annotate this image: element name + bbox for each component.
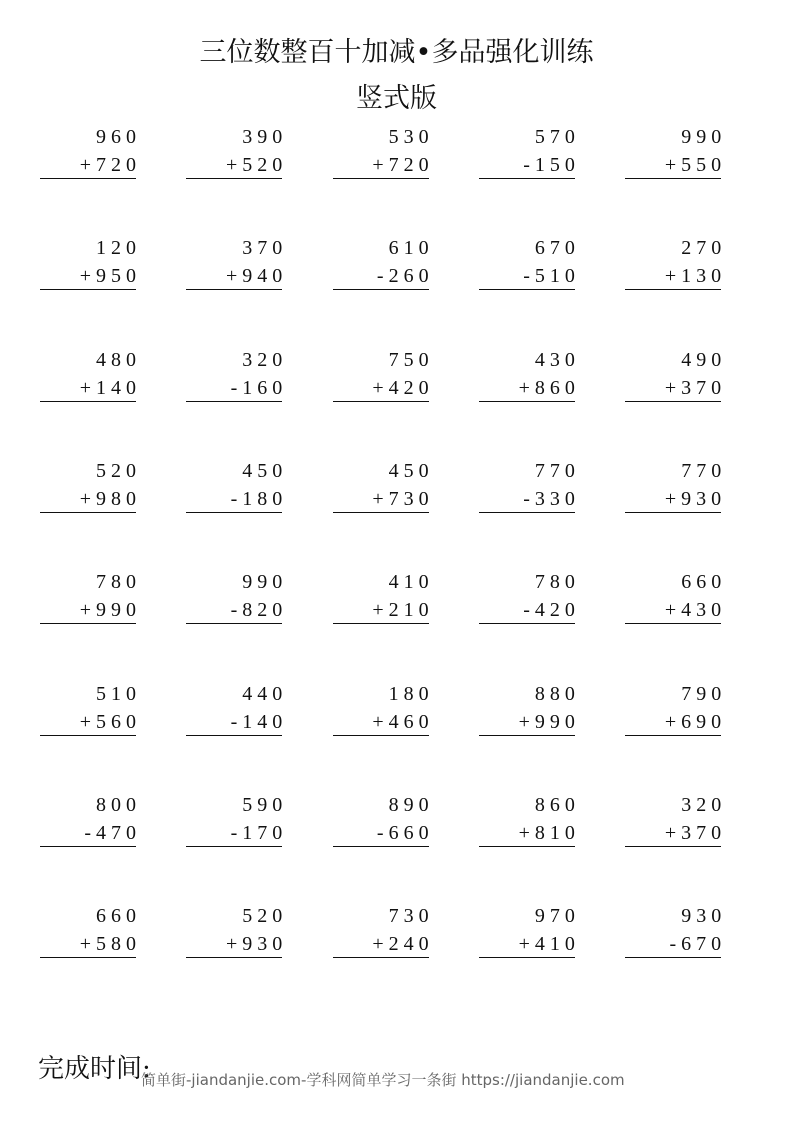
- operator-and-bottom-operand: + 2 1 0: [333, 599, 429, 624]
- top-operand: 1 8 0: [388, 682, 429, 705]
- problem: [186, 458, 282, 518]
- completion-time-label: 完成时间:: [38, 1054, 151, 1084]
- operator-and-bottom-operand: + 4 2 0: [333, 377, 429, 402]
- operator-and-bottom-operand: - 6 6 0: [333, 822, 429, 847]
- problem: [625, 792, 721, 852]
- top-operand: 6 1 0: [388, 237, 429, 260]
- operator-and-bottom-operand: - 1 6 0: [186, 377, 282, 402]
- operator-and-bottom-operand: + 9 9 0: [40, 599, 136, 624]
- top-operand: 5 7 0: [534, 126, 575, 148]
- problem: [333, 681, 429, 741]
- problem: [479, 681, 575, 741]
- operator-and-bottom-operand: - 8 2 0: [186, 599, 282, 624]
- operator-and-bottom-operand: + 8 1 0: [479, 822, 575, 847]
- problem: [333, 569, 429, 629]
- problem: [40, 792, 136, 852]
- operator-and-bottom-operand: - 1 8 0: [186, 488, 282, 513]
- operator-and-bottom-operand: - 1 4 0: [186, 711, 282, 736]
- problem: [40, 235, 136, 295]
- top-operand: 5 1 0: [96, 682, 136, 705]
- top-operand: 4 5 0: [388, 459, 429, 482]
- top-operand: 4 5 0: [242, 459, 283, 482]
- operator-and-bottom-operand: - 4 2 0: [479, 599, 575, 624]
- page-title: 三位数整百十加减•多品强化训练: [199, 37, 594, 68]
- top-operand: 8 9 0: [388, 793, 429, 816]
- operator-and-bottom-operand: + 2 4 0: [333, 933, 429, 958]
- problem: [40, 903, 136, 963]
- operator-and-bottom-operand: + 6 9 0: [625, 711, 721, 736]
- operator-and-bottom-operand: + 7 2 0: [333, 154, 429, 179]
- top-operand: 8 0 0: [96, 793, 136, 816]
- top-operand: 7 8 0: [534, 571, 575, 594]
- problem: [625, 124, 721, 184]
- operator-and-bottom-operand: + 9 4 0: [186, 265, 282, 290]
- top-operand: 7 7 0: [534, 459, 575, 482]
- top-operand: 9 9 0: [681, 126, 722, 148]
- operator-and-bottom-operand: - 4 7 0: [40, 822, 136, 847]
- operator-and-bottom-operand: + 7 2 0: [40, 154, 136, 179]
- top-operand: 3 2 0: [242, 348, 283, 371]
- top-operand: 9 6 0: [96, 126, 136, 148]
- top-operand: 4 9 0: [681, 348, 722, 371]
- problem: [625, 569, 721, 629]
- problem: [479, 903, 575, 963]
- problem: [479, 569, 575, 629]
- operator-and-bottom-operand: + 3 7 0: [625, 822, 721, 847]
- problem: [40, 347, 136, 407]
- operator-and-bottom-operand: - 2 6 0: [333, 265, 429, 290]
- problem: [186, 569, 282, 629]
- top-operand: 8 8 0: [534, 682, 575, 705]
- problem: [479, 792, 575, 852]
- top-operand: 5 2 0: [96, 459, 136, 482]
- operator-and-bottom-operand: + 5 5 0: [625, 154, 721, 179]
- operator-and-bottom-operand: + 4 6 0: [333, 711, 429, 736]
- operator-and-bottom-operand: + 4 3 0: [625, 599, 721, 624]
- operator-and-bottom-operand: - 3 3 0: [479, 488, 575, 513]
- top-operand: 5 3 0: [388, 126, 429, 148]
- top-operand: 3 9 0: [242, 126, 283, 148]
- top-operand: 6 7 0: [534, 237, 575, 260]
- problem: [40, 569, 136, 629]
- top-operand: 4 4 0: [242, 682, 283, 705]
- operator-and-bottom-operand: + 9 8 0: [40, 488, 136, 513]
- operator-and-bottom-operand: - 1 7 0: [186, 822, 282, 847]
- problem: [333, 792, 429, 852]
- top-operand: 9 7 0: [534, 905, 575, 928]
- top-operand: 2 7 0: [681, 237, 722, 260]
- top-operand: 4 8 0: [96, 348, 136, 371]
- problem: [333, 458, 429, 518]
- operator-and-bottom-operand: + 3 7 0: [625, 377, 721, 402]
- operator-and-bottom-operand: - 1 5 0: [479, 154, 575, 179]
- problem: [479, 124, 575, 184]
- problem: [40, 458, 136, 518]
- problem: [479, 347, 575, 407]
- problem: [625, 681, 721, 741]
- operator-and-bottom-operand: + 9 3 0: [186, 933, 282, 958]
- top-operand: 7 8 0: [96, 571, 136, 594]
- operator-and-bottom-operand: + 5 2 0: [186, 154, 282, 179]
- operator-and-bottom-operand: + 7 3 0: [333, 488, 429, 513]
- problem: [186, 681, 282, 741]
- problem: [333, 124, 429, 184]
- problem: [186, 903, 282, 963]
- top-operand: 7 3 0: [388, 905, 429, 928]
- top-operand: 4 3 0: [534, 348, 575, 371]
- top-operand: 6 6 0: [96, 905, 136, 928]
- operator-and-bottom-operand: + 4 1 0: [479, 933, 575, 958]
- problem: [186, 792, 282, 852]
- operator-and-bottom-operand: + 5 6 0: [40, 711, 136, 736]
- problem: [625, 903, 721, 963]
- operator-and-bottom-operand: + 9 5 0: [40, 265, 136, 290]
- problem: [625, 235, 721, 295]
- problem: [333, 903, 429, 963]
- problem: [333, 347, 429, 407]
- top-operand: 9 3 0: [681, 905, 722, 928]
- problem: [479, 458, 575, 518]
- problem: [40, 124, 136, 184]
- problem: [186, 124, 282, 184]
- operator-and-bottom-operand: + 9 3 0: [625, 488, 721, 513]
- problem: [333, 235, 429, 295]
- operator-and-bottom-operand: - 6 7 0: [625, 933, 721, 958]
- top-operand: 5 2 0: [242, 905, 283, 928]
- watermark: 简单街-jiandanjie.com-学科网简单学习一条街 https://jiandanjie.com: [141, 1071, 625, 1089]
- top-operand: 4 1 0: [388, 571, 429, 594]
- top-operand: 7 9 0: [681, 682, 722, 705]
- problem: [186, 235, 282, 295]
- top-operand: 9 9 0: [242, 571, 283, 594]
- top-operand: 3 7 0: [242, 237, 283, 260]
- problem: [625, 458, 721, 518]
- operator-and-bottom-operand: - 5 1 0: [479, 265, 575, 290]
- problem: [625, 347, 721, 407]
- top-operand: 6 6 0: [681, 571, 722, 594]
- operator-and-bottom-operand: + 1 3 0: [625, 265, 721, 290]
- top-operand: 5 9 0: [242, 793, 283, 816]
- operator-and-bottom-operand: + 5 8 0: [40, 933, 136, 958]
- top-operand: 3 2 0: [681, 793, 722, 816]
- operator-and-bottom-operand: + 1 4 0: [40, 377, 136, 402]
- top-operand: 7 7 0: [681, 459, 722, 482]
- problem: [186, 347, 282, 407]
- top-operand: 8 6 0: [534, 793, 575, 816]
- problem: [479, 235, 575, 295]
- operator-and-bottom-operand: + 8 6 0: [479, 377, 575, 402]
- problem: [40, 681, 136, 741]
- top-operand: 7 5 0: [388, 348, 429, 371]
- page-subtitle: 竖式版: [356, 83, 437, 114]
- operator-and-bottom-operand: + 9 9 0: [479, 711, 575, 736]
- top-operand: 1 2 0: [96, 237, 136, 260]
